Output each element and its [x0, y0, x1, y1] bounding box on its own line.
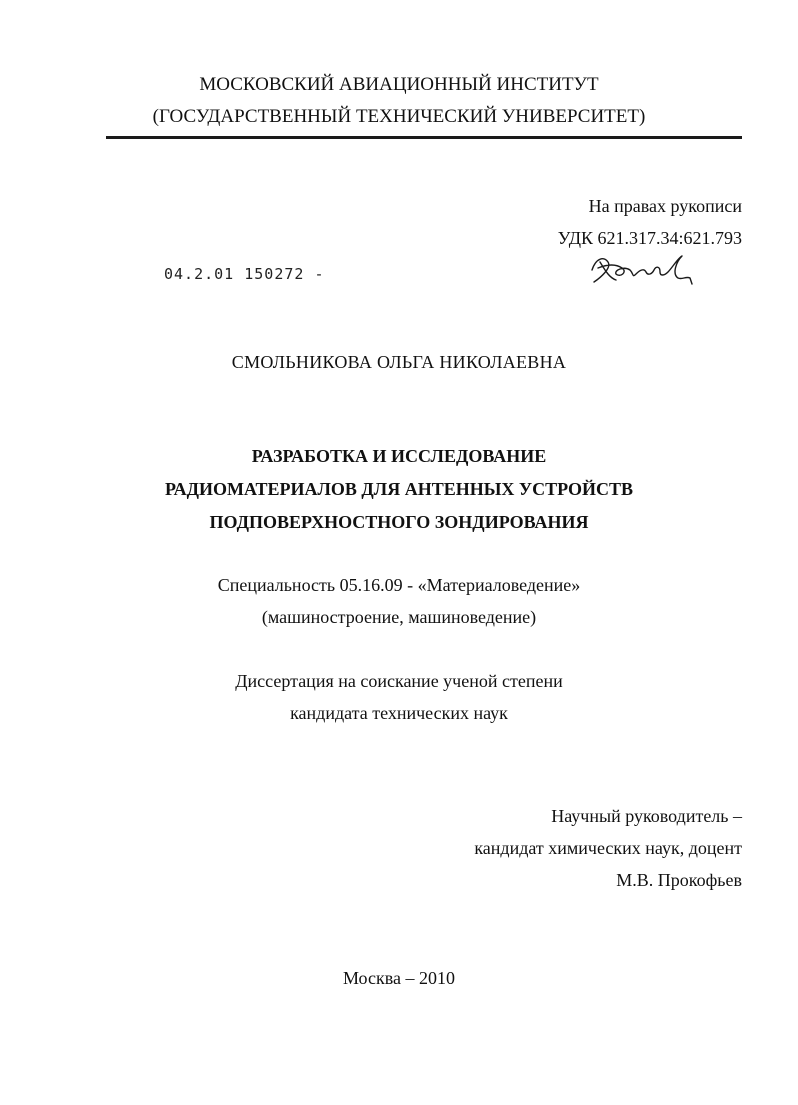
- degree-statement: Диссертация на соискание ученой степени: [235, 671, 563, 691]
- thesis-title-line-3: ПОДПОВЕРХНОСТНОГО ЗОНДИРОВАНИЯ: [209, 512, 589, 532]
- udk-code: УДК 621.317.34:621.793: [557, 228, 742, 248]
- specialty: Специальность 05.16.09 - «Материаловедение»: [217, 575, 581, 595]
- header-divider: [106, 136, 742, 139]
- thesis-title-line-1: РАЗРАБОТКА И ИССЛЕДОВАНИЕ: [251, 446, 547, 466]
- registration-stamp: 04.2.01 150272 -: [164, 265, 325, 283]
- supervisor-degree: кандидат химических наук, доцент: [474, 838, 742, 858]
- supervisor-role: Научный руководитель –: [551, 806, 742, 826]
- institute-subtitle: (ГОСУДАРСТВЕННЫЙ ТЕХНИЧЕСКИЙ УНИВЕРСИТЕТ): [152, 106, 646, 127]
- degree-name: кандидата технических наук: [290, 703, 508, 723]
- signature-icon: [586, 248, 696, 288]
- supervisor-name: М.В. Прокофьев: [616, 870, 742, 890]
- specialty-field: (машиностроение, машиноведение): [261, 607, 537, 627]
- institute-name: МОСКОВСКИЙ АВИАЦИОННЫЙ ИНСТИТУТ: [199, 74, 599, 95]
- city-year: Москва – 2010: [343, 968, 455, 988]
- manuscript-rights: На правах рукописи: [588, 196, 742, 216]
- author-name: СМОЛЬНИКОВА ОЛЬГА НИКОЛАЕВНА: [231, 352, 567, 372]
- thesis-title-line-2: РАДИОМАТЕРИАЛОВ ДЛЯ АНТЕННЫХ УСТРОЙСТВ: [164, 479, 633, 499]
